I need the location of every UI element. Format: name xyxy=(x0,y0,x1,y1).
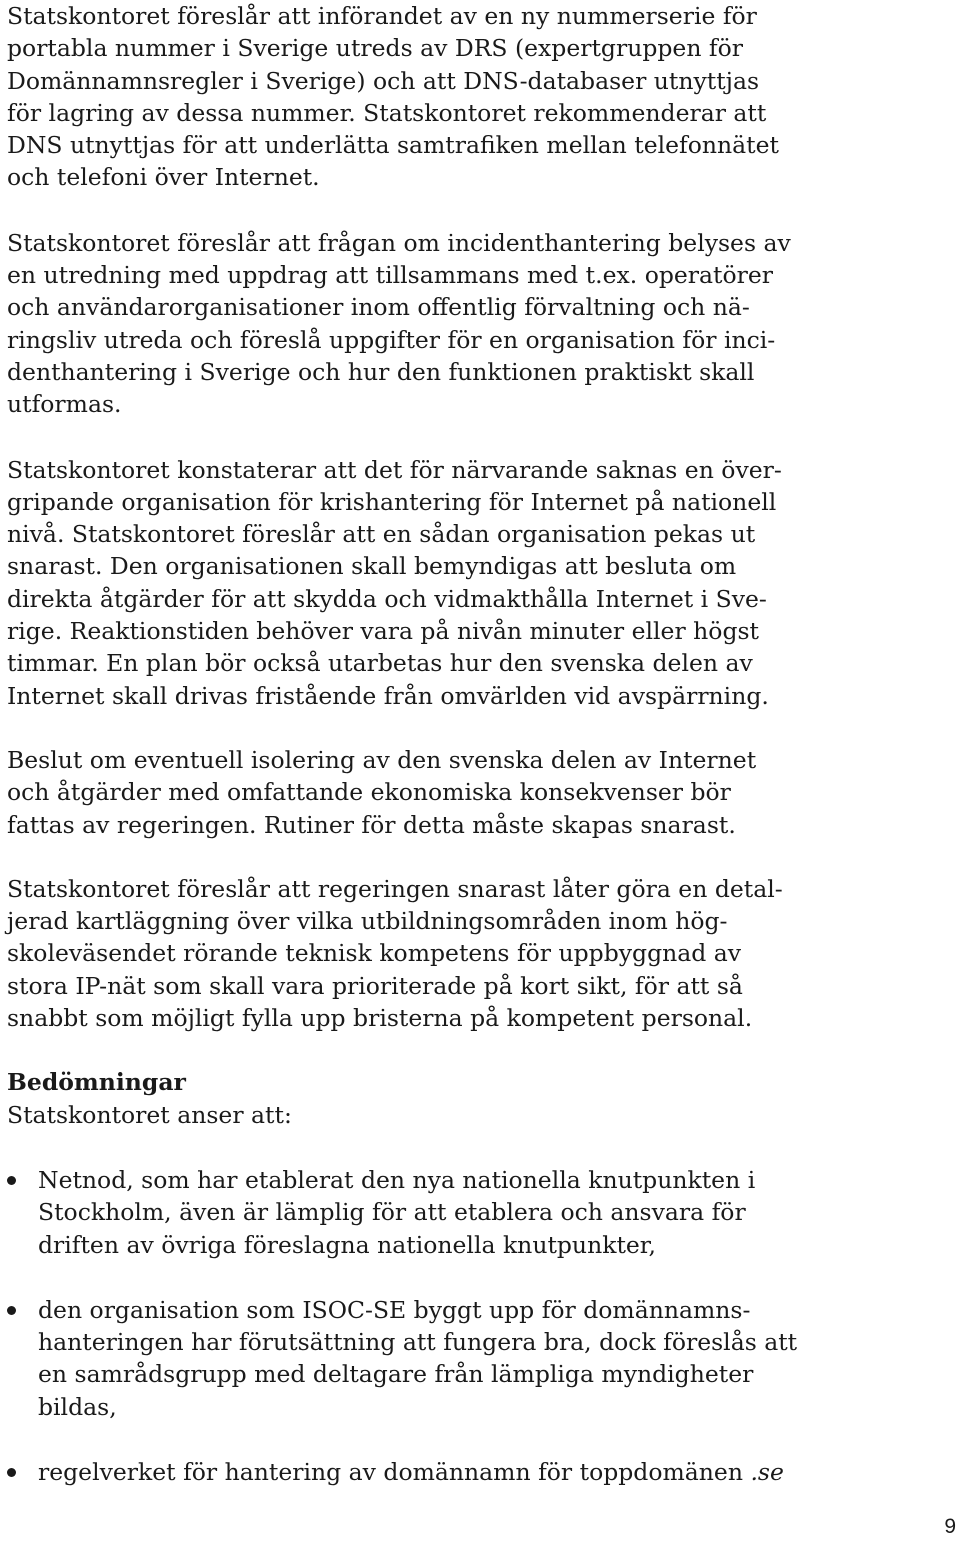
text-line: DNS utnyttjas för att underlätta samtrafiken mellan telefonnätet xyxy=(7,131,779,160)
list-item xyxy=(7,1456,927,1488)
paragraph-isolation-decision xyxy=(7,744,927,841)
section-intro: Statskontoret anser att: xyxy=(7,1100,292,1129)
text-line: hanteringen har förutsättning att fungera bra, dock föreslås att xyxy=(38,1328,798,1357)
text-line: Statskontoret föreslår att frågan om incidenthantering belyses av xyxy=(7,228,791,257)
text-line: skoleväsendet rörande teknisk kompetens för uppbyggnad av xyxy=(7,939,742,968)
text-line: en samrådsgrupp med deltagare från lämpliga myndigheter xyxy=(38,1360,754,1389)
paragraph-competence-survey xyxy=(7,873,927,1034)
text-line: Netnod, som har etablerat den nya nationella knutpunkten i xyxy=(38,1165,756,1194)
text-line: nivå. Statskontoret föreslår att en sådan organisation pekas ut xyxy=(7,520,756,549)
section-heading: Bedömningar xyxy=(7,1068,186,1097)
text-line: driften av övriga föreslagna nationella knutpunkter, xyxy=(38,1230,656,1259)
text-line: den organisation som ISOC-SE byggt upp för domännamns- xyxy=(38,1295,751,1324)
text-line: Statskontoret konstaterar att det för närvarande saknas en över- xyxy=(7,455,782,484)
bullet-icon xyxy=(7,1468,16,1477)
text-line: direkta åtgärder för att skydda och vidmakthålla Internet i Sve- xyxy=(7,584,767,613)
text-line: fattas av regeringen. Rutiner för detta måste skapas snarast. xyxy=(7,810,736,839)
text-line: Statskontoret föreslår att regeringen snarast låter göra en detal- xyxy=(7,874,783,903)
list-item xyxy=(7,1294,927,1423)
page-number: 9 xyxy=(944,1515,956,1538)
list-item xyxy=(7,1164,927,1261)
text-line: och åtgärder med omfattande ekonomiska konsekvenser bör xyxy=(7,778,731,807)
paragraph-crisis-management xyxy=(7,454,927,712)
text-line: portabla nummer i Sverige utreds av DRS (expertgruppen för xyxy=(7,34,744,63)
text-line: timmar. En plan bör också utarbetas hur den svenska delen av xyxy=(7,649,753,678)
document-page xyxy=(7,0,927,1488)
tld-emphasis: .se xyxy=(750,1457,784,1486)
text-line: snarast. Den organisationen skall bemyndigas att besluta om xyxy=(7,552,737,581)
text-line: ringsliv utreda och föreslå uppgifter för en organisation för inci- xyxy=(7,325,776,354)
bullet-icon xyxy=(7,1306,16,1315)
text-line: Stockholm, även är lämplig för att etablera och ansvara för xyxy=(38,1198,746,1227)
bullet-icon xyxy=(7,1176,16,1185)
text-line: denthantering i Sverige och hur den funktionen praktiskt skall xyxy=(7,357,755,386)
text-line: Domännamnsregler i Sverige) och att DNS-databaser utnyttjas xyxy=(7,66,760,95)
text-line: jerad kartläggning över vilka utbildningsområden inom hög- xyxy=(7,907,728,936)
text-line: stora IP-nät som skall vara prioriterade på kort sikt, för att så xyxy=(7,971,743,1000)
text-line: bildas, xyxy=(38,1392,117,1421)
text-line: snabbt som möjligt fylla upp bristerna på kompetent personal. xyxy=(7,1004,753,1033)
text-line: Internet skall drivas fristående från omvärlden vid avspärrning. xyxy=(7,681,769,710)
text-line: en utredning med uppdrag att tillsammans med t.ex. operatörer xyxy=(7,261,773,290)
text-line: gripande organisation för krishantering för Internet på nationell xyxy=(7,487,777,516)
text-line: Beslut om eventuell isolering av den svenska delen av Internet xyxy=(7,745,757,774)
paragraph-number-portability xyxy=(7,0,927,194)
text-line: Statskontoret föreslår att införandet av en ny nummerserie för xyxy=(7,2,757,30)
text-line: och användarorganisationer inom offentlig förvaltning och nä- xyxy=(7,293,750,322)
paragraph-incident-handling xyxy=(7,227,927,421)
text-line: rige. Reaktionstiden behöver vara på nivån minuter eller högst xyxy=(7,617,759,646)
text-line: utformas. xyxy=(7,390,122,419)
text-segment: regelverket för hantering av domännamn för toppdomänen xyxy=(38,1457,751,1486)
assessment-list xyxy=(7,1164,927,1488)
text-line: för lagring av dessa nummer. Statskontoret rekommenderar att xyxy=(7,98,767,127)
text-line xyxy=(38,1456,927,1488)
text-line: och telefoni över Internet. xyxy=(7,163,320,192)
